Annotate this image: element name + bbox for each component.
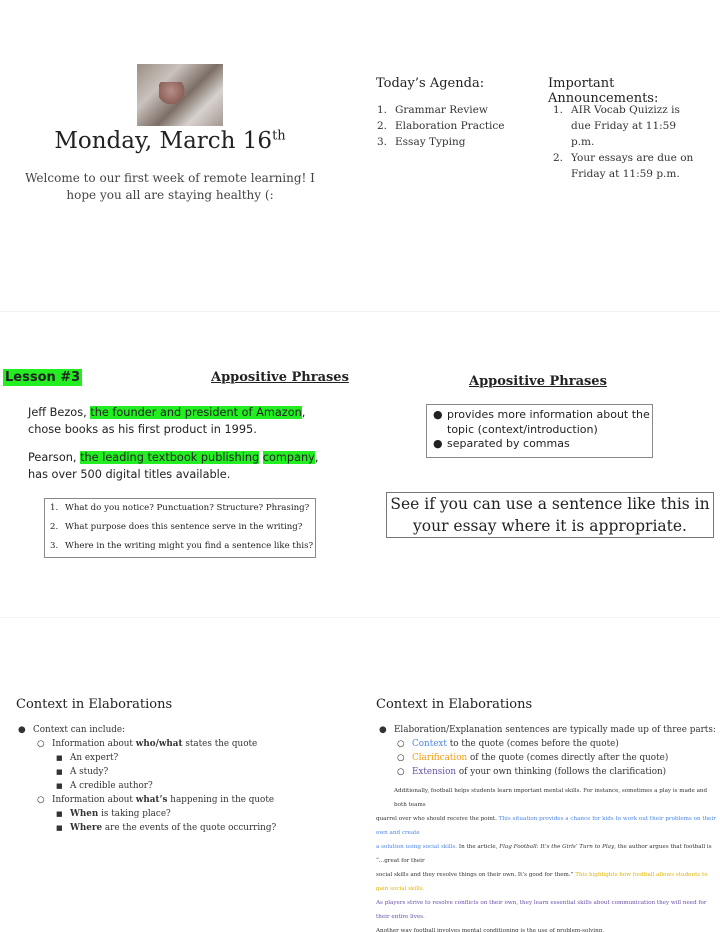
questions-box xyxy=(44,498,316,558)
list-item: ■ Where are the events of the quote occurring? xyxy=(56,823,277,833)
example-pearson: Pearson, the leading textbook publishing company, has over 500 digital titles available. xyxy=(28,451,319,481)
list-item: 2. What purpose does this sentence serve in the writing? xyxy=(50,522,303,532)
slide-context xyxy=(0,618,720,932)
list-item: ■ A study? xyxy=(56,767,109,777)
list-item: 1. AIR Vocab Quizizz is due Friday at 11:59 p.m. xyxy=(553,104,680,148)
appositive-highlight: company xyxy=(262,451,315,464)
list-item: ● Context can include: xyxy=(18,725,126,735)
agenda-heading: Today’s Agenda: xyxy=(376,76,485,91)
agenda-list xyxy=(377,102,527,150)
context-heading-right: Context in Elaborations xyxy=(376,697,533,712)
context-heading-left: Context in Elaborations xyxy=(16,697,173,712)
welcome-text: Welcome to our first week of remote learning! I hope you all are staying healthy (: xyxy=(25,171,315,202)
announcements-heading: Important Announcements: xyxy=(548,76,659,106)
list-item: ○ Information about what’s happening in the quote xyxy=(37,795,275,805)
list-item: 1. What do you notice? Punctuation? Structure? Phrasing? xyxy=(50,503,310,513)
list-item: ● separated by commas xyxy=(433,437,570,450)
list-item: ○ Context to the quote (comes before the quote) xyxy=(397,739,619,749)
slide-appositive xyxy=(0,312,720,617)
list-item: 3. Where in the writing might you find a sentence like this? xyxy=(50,541,314,551)
lesson-label: Lesson #3 xyxy=(5,370,81,385)
elaboration-list xyxy=(376,723,716,779)
list-item: ○ Information about who/what states the quote xyxy=(37,739,258,749)
appositive-heading-right: Appositive Phrases xyxy=(469,374,607,389)
list-item: ○ Extension of your own thinking (follows the clarification) xyxy=(397,767,667,777)
definition-box xyxy=(426,404,653,458)
header-photo xyxy=(137,64,223,126)
list-item: 2. Elaboration Practice xyxy=(377,120,505,132)
context-list xyxy=(16,723,346,835)
example-bezos: Jeff Bezos, the founder and president of Amazon, chose books as his first product in 1995. xyxy=(28,406,306,436)
announcements-list xyxy=(553,102,701,182)
list-item: ● Elaboration/Explanation sentences are typically made up of three parts: xyxy=(379,725,716,735)
appositive-heading-left: Appositive Phrases xyxy=(211,370,349,385)
list-item: 3. Essay Typing xyxy=(377,136,466,148)
appositive-highlight: the founder and president of Amazon xyxy=(90,406,302,419)
slide-agenda xyxy=(0,0,720,311)
list-item: ● provides more information about the topic (context/introduction) xyxy=(433,408,650,436)
list-item: ○ Clarification of the quote (comes directly after the quote) xyxy=(397,753,669,763)
list-item: ■ An expert? xyxy=(56,753,119,763)
example-paragraph: Additionally, football helps students learn important mental skills. For instance, sometimes a play is made and both teams quarrel over who should receive the point. This situation provides a chance for kids to work out their problems on their own and create a solution using social skills. In the article, Flag Football: It’s the Girls’ Turn to Play, the author argues that football is “...great for their social skills and they resolve things on their own. It’s good for them.” This highlights how football allows students to gain social skills. As players strive to resolve conflicts on their own, they learn essential skills about communication they will need for their entire lives. Another way football involves mental conditioning is the use of problem-solving. xyxy=(376,788,716,932)
list-item: ■ A credible author? xyxy=(56,781,153,791)
list-item: ■ When is taking place? xyxy=(56,809,171,819)
page-title: Monday, March 16th xyxy=(54,128,286,154)
list-item: 2. Your essays are due on Friday at 11:59 p.m. xyxy=(553,152,694,180)
appositive-highlight: the leading textbook publishing xyxy=(80,451,260,464)
see-if-box: See if you can use a sentence like this in your essay where it is appropriate. xyxy=(386,492,714,538)
list-item: 1. Grammar Review xyxy=(377,104,488,116)
